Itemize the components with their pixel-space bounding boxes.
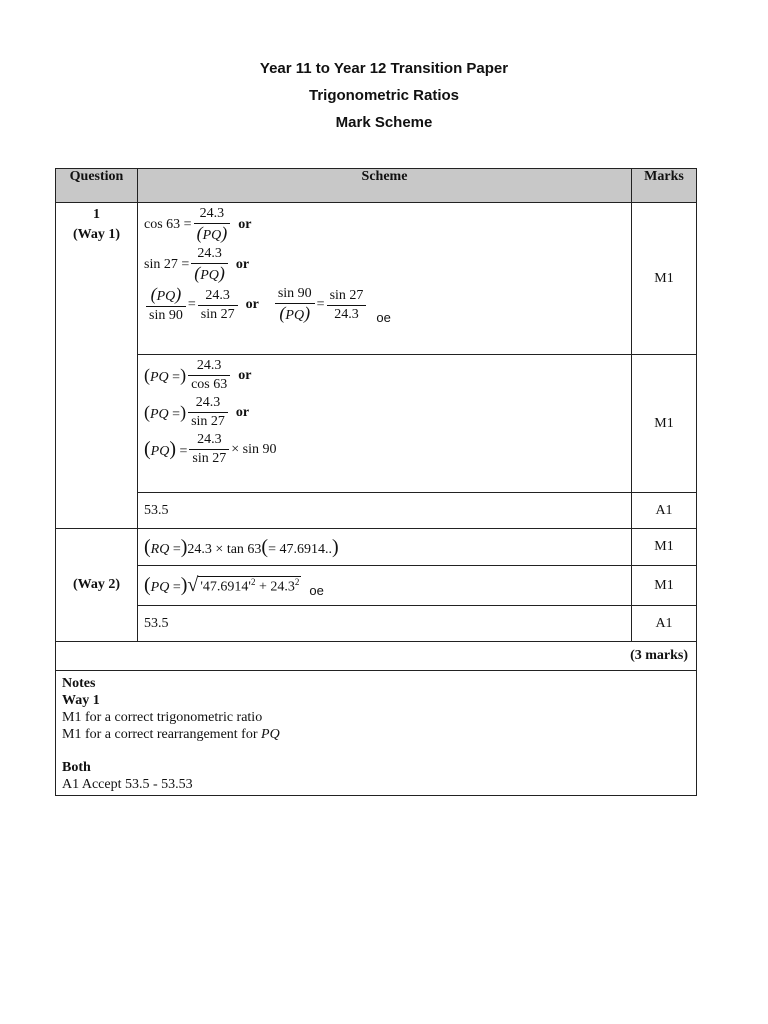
notes-row — [56, 671, 697, 796]
notes-heading: Notes — [62, 676, 96, 691]
mark-cell: M1 — [632, 203, 697, 355]
answer-cell: 53.5 — [138, 606, 632, 642]
table-row — [56, 566, 697, 606]
both-notes-heading: Both — [62, 760, 91, 775]
table-row — [56, 606, 697, 642]
way1-label: (Way 1) — [72, 227, 121, 242]
notes-cell — [56, 671, 697, 796]
mark-scheme-table — [55, 168, 697, 796]
way2-label: (Way 2) — [72, 577, 121, 592]
question-cell-way1 — [56, 203, 138, 529]
scheme-ratio-lines — [144, 203, 631, 325]
scheme-line: sin 27 = $\frac{24.3}{(PQ)}$ or — [144, 246, 250, 283]
mark-cell: M1 — [632, 566, 697, 606]
scheme-cell — [138, 566, 632, 606]
mark-cell: A1 — [632, 493, 697, 529]
way1-notes-heading: Way 1 — [62, 693, 100, 708]
document-titles — [0, 58, 768, 139]
header-scheme: Scheme — [138, 169, 632, 203]
header-question: Question — [56, 169, 138, 203]
table-row — [56, 493, 697, 529]
scheme-line: (PQ =) $\frac{24.3}{\cos 63}$ or — [144, 358, 252, 392]
total-marks: (3 marks) — [56, 642, 697, 671]
scheme-line: $\frac{(PQ)}{\sin 90}$ = $\frac{24.3}{\sin 27}$ or $\frac{\sin 90}{(PQ)}$ = $\frac{\sin 27}{24.3}$ oe — [144, 285, 631, 325]
question-cell-way2 — [56, 529, 138, 642]
note-line: M1 for a correct rearrangement for PQ — [62, 727, 280, 742]
scheme-line: (PQ =) $\frac{24.3}{\sin 27}$ or — [144, 395, 250, 429]
scheme-cell: (RQ =)24.3 × tan 63(= 47.6914..) — [138, 529, 632, 566]
scheme-line: (PQ =) √ '$47.6914'^2 + 24.3^2$ oe — [144, 574, 324, 598]
note-line: A1 Accept 53.5 - 53.53 — [62, 777, 193, 792]
mark-cell: M1 — [632, 529, 697, 566]
table-header-row — [56, 169, 697, 203]
scheme-line: cos 63 = $\frac{24.3}{(PQ)}$ or — [144, 206, 252, 243]
scheme-cell — [138, 355, 632, 493]
scheme-line: (PQ) = $\frac{24.3}{\sin 27}$ × sin 90 — [144, 432, 277, 466]
answer-cell: 53.5 — [138, 493, 632, 529]
question-number: 1 — [93, 207, 100, 222]
mark-cell: M1 — [632, 355, 697, 493]
mark-cell: A1 — [632, 606, 697, 642]
table-row — [56, 203, 697, 355]
table-row — [56, 529, 697, 566]
note-line: M1 for a correct trigonometric ratio — [62, 710, 263, 725]
mark-scheme-title: Mark Scheme — [335, 114, 433, 131]
table-row — [56, 355, 697, 493]
topic-title: Trigonometric Ratios — [308, 87, 460, 104]
scheme-cell — [138, 203, 632, 355]
header-marks: Marks — [632, 169, 697, 203]
table-row — [56, 642, 697, 671]
paper-title: Year 11 to Year 12 Transition Paper — [259, 60, 509, 77]
